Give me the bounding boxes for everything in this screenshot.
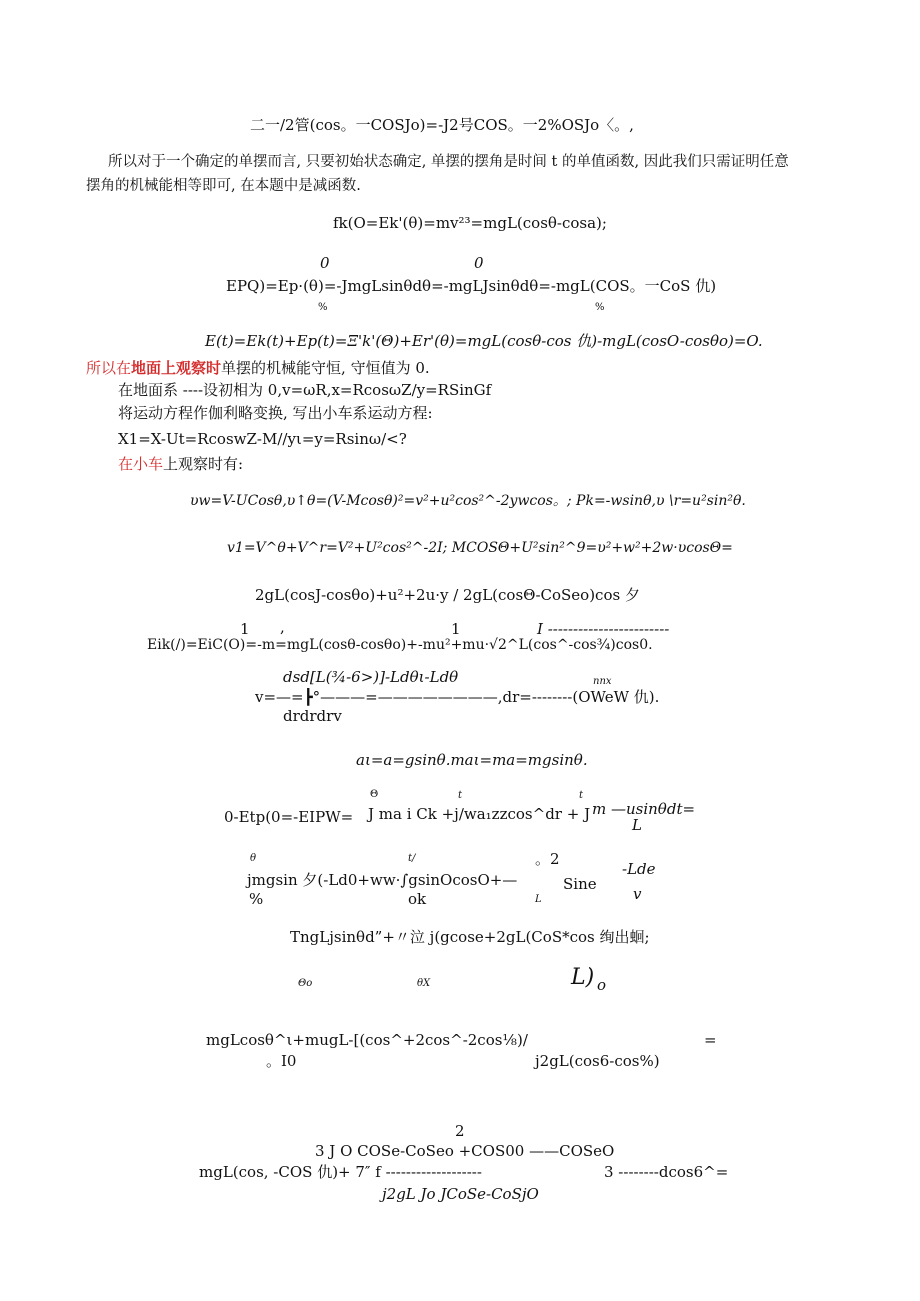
velocity-equation-2: v1=V^θ+V^r=V²+U²cos²^-2I; MCOSΘ+U²sin²^9=υ²+w²+2w·υcosΘ= [227, 540, 733, 556]
cart-observation-line [118, 455, 243, 473]
highlight-ground-observation: 地面上观察时 [131, 359, 222, 377]
tng-integral-line: TngLjsinθd”+〃泣 j(gcose+2gL(CoS*cos 绚出蛔; [290, 928, 650, 946]
velocity-equation-1: υw=V-UCosθ,υ↑θ=(V-Mcosθ)²=v²+u²cos²^-2ywcos。; Pk=-wsinθ,υ \r=u²sin²θ. [190, 493, 746, 509]
sine-label: Sine [563, 875, 597, 893]
cart-motion-equation: X1=X-Ut=RcoswZ-M//yι=y=Rsinω/<? [118, 430, 407, 448]
eik-fraction-num-4: I ------------------------ [537, 620, 670, 638]
limit-percent-2: % [595, 302, 605, 313]
L-small-label: L [535, 894, 542, 905]
final-numerator: 3 J O COSe-CoSeo +COS00 ——COSeO [315, 1142, 615, 1160]
jmg-integral-line: jmgsin 夕(-Ld0+ww·∫gsinOcosO+— [247, 871, 518, 889]
final-equation-right: 3 --------dcos6^= [604, 1163, 729, 1181]
limit-t-upper-1: t [458, 790, 463, 801]
galilean-transform-line: 将运动方程作伽利略变换, 写出小车系运动方程: [118, 404, 433, 422]
equation-potential-energy: EPQ)=Ep·(θ)=-JmgLsinθdθ=-mgLJsinθdθ=-mgL(COS。一CoS 仇) [226, 277, 717, 295]
highlight-cart: 在小车 [118, 455, 164, 473]
statement-conservation [86, 359, 430, 377]
io-label: 。I0 [266, 1052, 297, 1070]
percent-lower: % [249, 890, 264, 908]
cart-observation-text: 上观察时有: [163, 455, 244, 473]
limit-theta-lower: θ [250, 853, 257, 864]
theta-o-limit: Θo [298, 978, 313, 989]
mgl-cos-line: mgLcosθ^ι+mugL-[(cos^+2cos^-2cos⅛)/ [206, 1031, 528, 1049]
limit-zero-1: 0 [320, 254, 330, 272]
equals-sign: = [704, 1031, 717, 1049]
work-integral-middle: J ma i Ck +j∕wa₁zzcos^dr + J [368, 805, 591, 823]
limit-t-lower: t/ [408, 853, 416, 864]
equation-kinetic-energy: fk(O=Ek'(θ)=mv²³=mgL(cosθ-cosa); [333, 214, 607, 232]
limit-zero-2: 0 [474, 254, 484, 272]
ldea-label: -Lde [622, 860, 656, 878]
limit-theta-upper: Θ [370, 789, 379, 800]
eik-fraction-num-1: 1 [240, 620, 250, 638]
work-integral-left: 0-Etp(0=-EIPW= [224, 808, 354, 826]
velocity-differential-line: v=—=┣°———=————————,dr=--------(OWeW 仇). [255, 688, 660, 706]
work-integral-right: m —usinθdt= [592, 800, 696, 818]
acceleration-equation: aι=a=gsinθ.maι=ma=mgsinθ. [356, 751, 588, 769]
o-end-label: o [597, 976, 607, 994]
differential-numerator: dsd[L(¾-6>)]-Ldθι-Ldθ [283, 668, 459, 686]
L-paren-big: L) [571, 965, 595, 990]
equation-line-1: 二一/2管(cos。一COSJo)=-J2号COS。一2%OSJo〈。, [250, 116, 634, 134]
v-label: v [633, 885, 642, 903]
limit-percent-1: % [318, 302, 328, 313]
conservation-text: 单摆的机械能守恒, 守恒值为 0. [221, 359, 430, 377]
ok-label: ok [408, 890, 427, 908]
paragraph-line-2: 摆角的机械能相等即可, 在本题中是减函数. [86, 178, 361, 194]
theta-x-limit: θX [417, 978, 431, 989]
work-integral-denominator: L [632, 816, 642, 834]
dot-two-label: 。2 [535, 850, 560, 868]
eik-fraction-num-2: , [280, 618, 285, 636]
equation-total-energy: E(t)=Ek(t)+Ep(t)=Ξ'k'(Θ)+Er'(θ)=mgL(cosθ-cos 仇)-mgL(cosO-cosθo)=O. [205, 332, 763, 350]
j2gl-denominator: j2gL(cos6-cos%) [535, 1052, 660, 1070]
kinetic-energy-cart-equation: Eik(/)=EiC(O)=-m=mgL(cosθ-cosθo)+-mu²+mu·√2^L(cos^-cos¾)cos0. [147, 637, 653, 653]
velocity-equation-3: 2gL(cosJ-cosθo)+u²+2u·y / 2gL(cosΘ-CoSeo)cos 夕 [255, 586, 640, 604]
limit-t-upper-2: t [579, 790, 584, 801]
eik-fraction-num-3: 1 [451, 620, 461, 638]
differential-denominator: drdrdrv [283, 707, 342, 725]
superscript-two: 2 [455, 1122, 465, 1140]
final-denominator: j2gL Jo JCoSe-CoSjO [382, 1185, 539, 1203]
final-equation-left: mgL(cos, -COS 仇)+ 7″ f ------------------- [199, 1163, 482, 1181]
nnx-label: nnx [593, 676, 612, 687]
highlight-prefix: 所以在 [86, 359, 132, 377]
ground-frame-line: 在地面系 ----设初相为 0,v=ωR,x=RcosωZ/y=RSinGf [118, 381, 492, 399]
paragraph-line-1: 所以对于一个确定的单摆而言, 只要初始状态确定, 单摆的摆角是时间 t 的单值函数, 因此我们只需证明任意 [108, 154, 789, 170]
